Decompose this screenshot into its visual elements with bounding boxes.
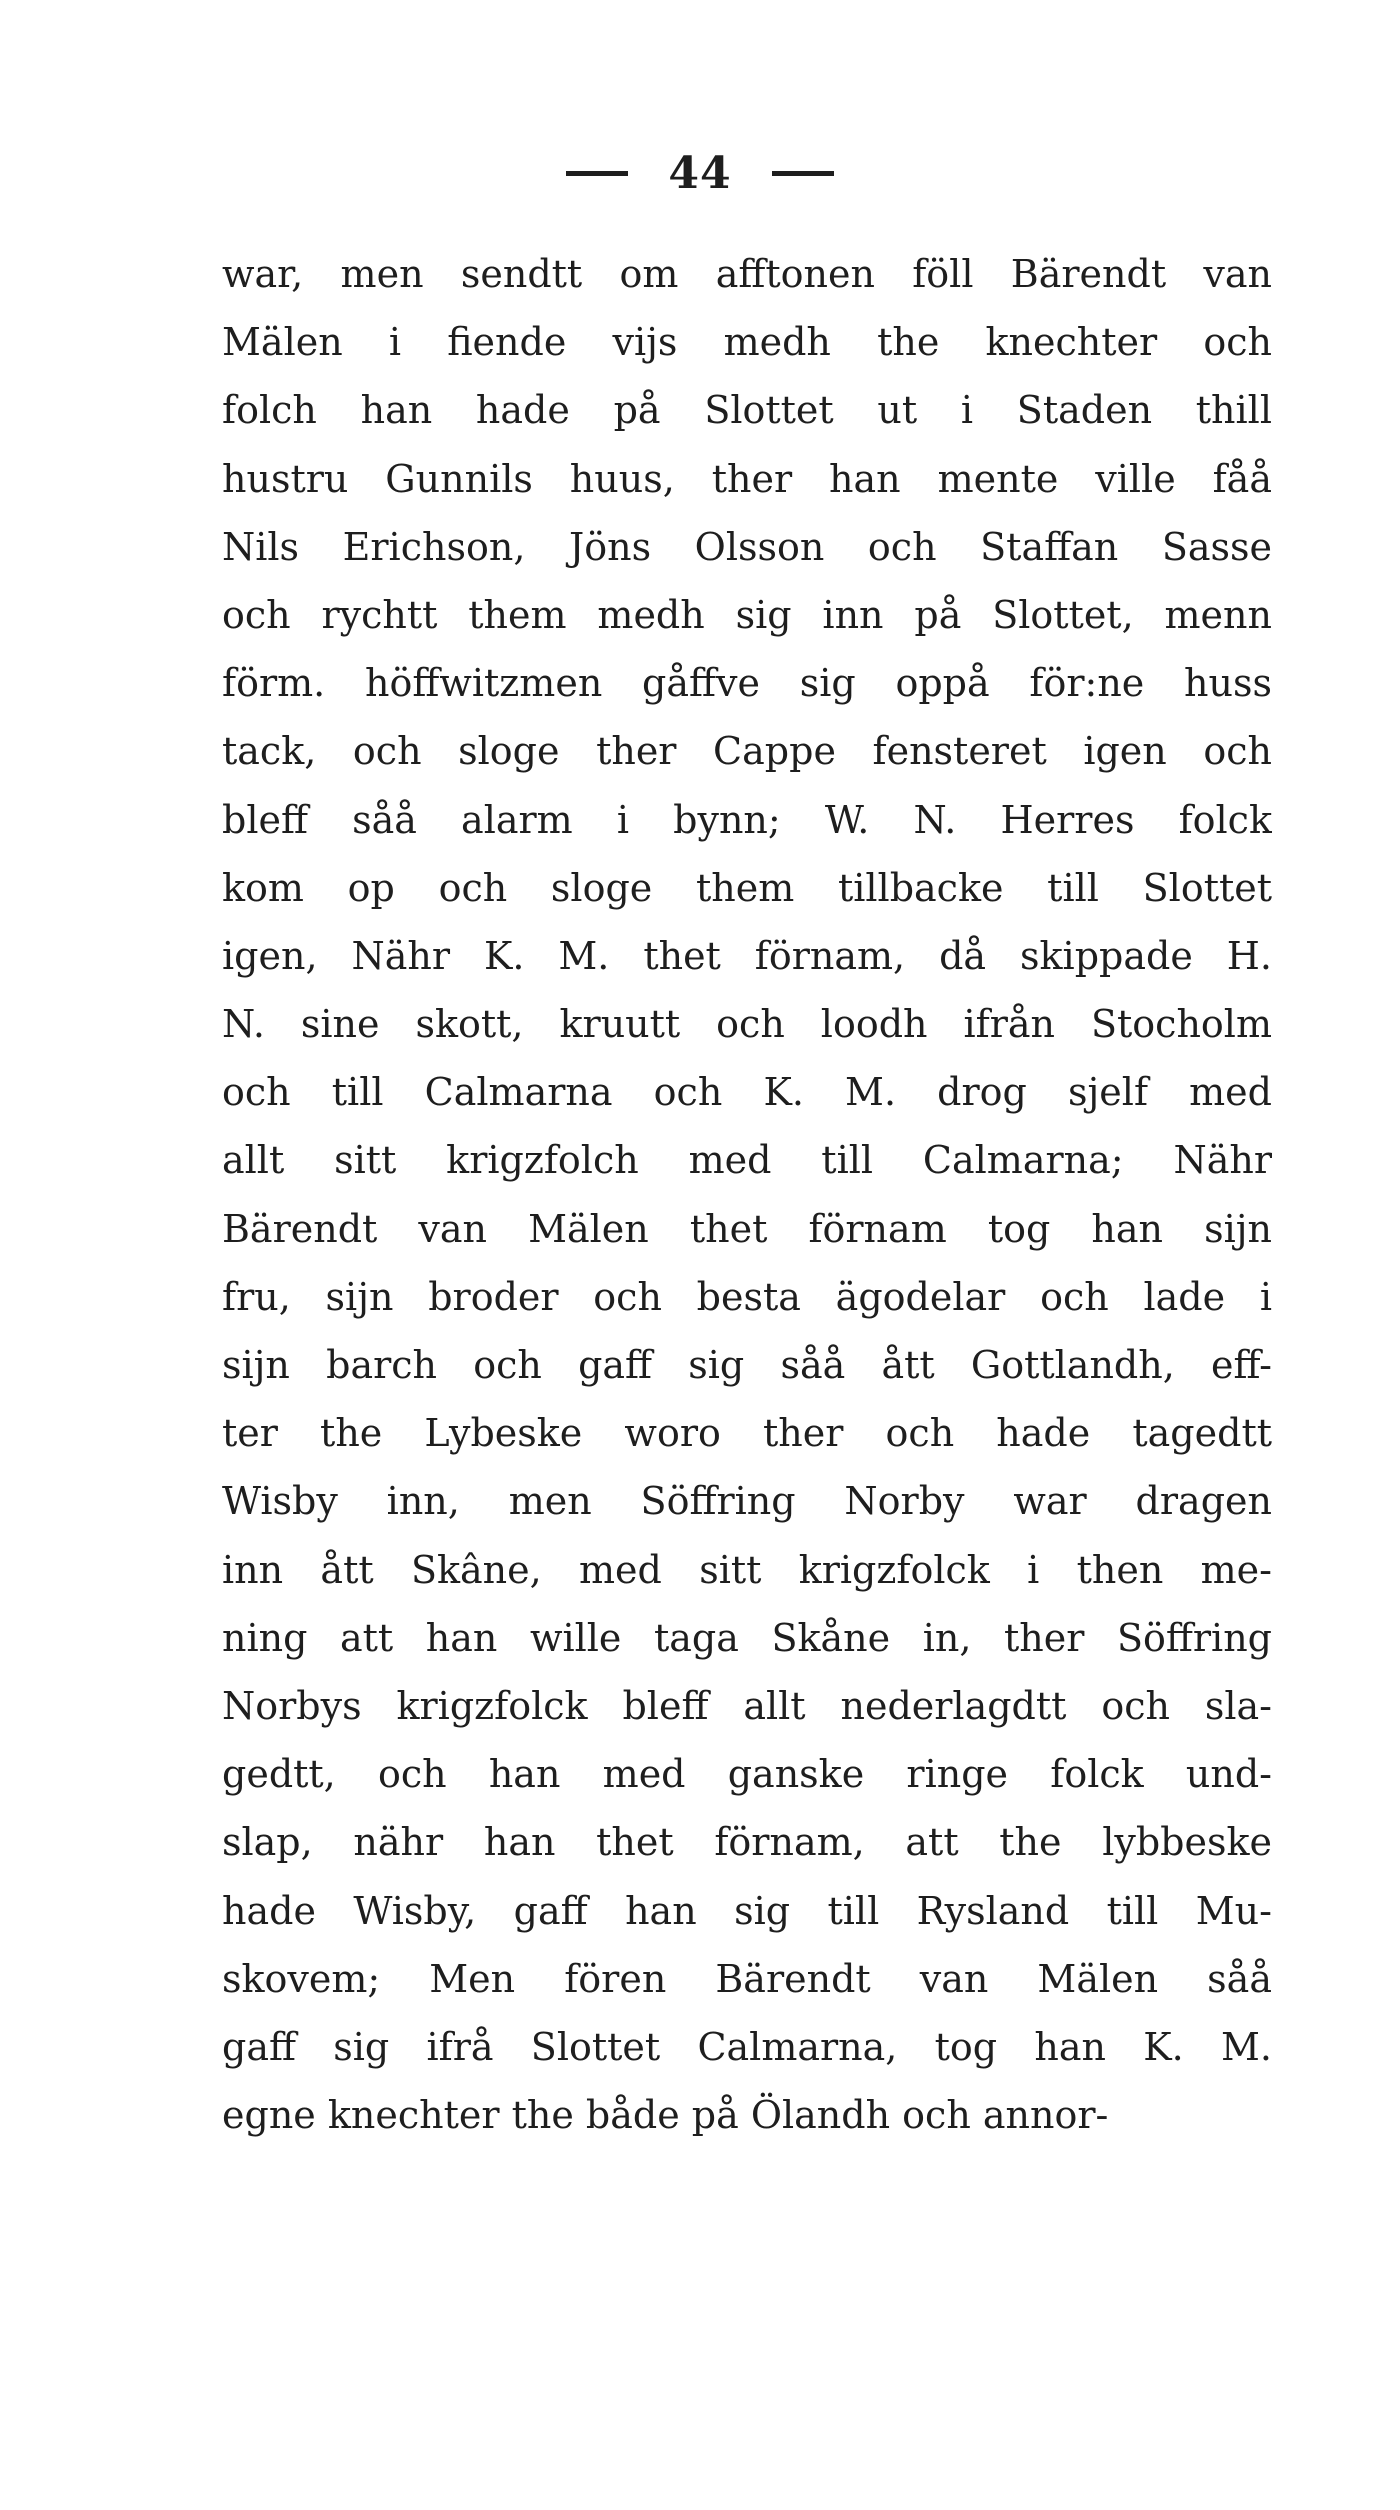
text-line: hustru Gunnils huus, ther han mente ville fåå (222, 456, 1272, 501)
header-dash-left (566, 171, 628, 176)
text-line: allt sitt krigzfolch med till Calmarna; Nähr (222, 1138, 1272, 1183)
header-dash-right (772, 171, 834, 176)
text-line: tack, och sloge ther Cappe fensteret igen och (222, 729, 1272, 774)
text-line: bleff såå alarm i bynn; W. N. Herres folck (222, 797, 1272, 842)
text-line: egne knechter the både på Ölandh och annor- (222, 2093, 1109, 2138)
text-line: sijn barch och gaff sig såå ått Gottlandh, eff- (222, 1343, 1272, 1387)
page-header (0, 138, 1400, 208)
text-line: ter the Lybeske woro ther och hade tagedtt (222, 1411, 1272, 1456)
text-line: kom op och sloge them tillbacke till Slottet (222, 865, 1272, 910)
page-number: 44 (668, 147, 732, 199)
text-line: och rychtt them medh sig inn på Slottet, menn (222, 592, 1272, 637)
text-line: inn ått Skâne, med sitt krigzfolck i then me- (222, 1547, 1272, 1592)
text-line: gaff sig ifrå Slottet Calmarna, tog han K. M. (222, 2024, 1272, 2069)
text-line: hade Wisby, gaff han sig till Rysland till Mu- (222, 1888, 1272, 1933)
text-line: slap, nähr han thet förnam, att the lybbeske (222, 1820, 1272, 1865)
text-line: folch han hade på Slottet ut i Staden thill (222, 388, 1272, 433)
text-line: Nils Erichson, Jöns Olsson och Staffan Sasse (222, 524, 1272, 569)
text-line: förm. höffwitzmen gåffve sig oppå för:ne huss (222, 661, 1272, 706)
text-line: Wisby inn, men Söffring Norby war dragen (222, 1479, 1272, 1524)
text-line: och till Calmarna och K. M. drog sjelf med (222, 1070, 1272, 1115)
body-text (222, 240, 1272, 2149)
text-line: igen, Nähr K. M. thet förnam, då skippade H. (222, 933, 1272, 978)
text-line: Bärendt van Mälen thet förnam tog han sijn (222, 1206, 1272, 1251)
text-line: N. sine skott, kruutt och loodh ifrån Stocholm (222, 1002, 1272, 1047)
text-line: ning att han wille taga Skåne in, ther Söffring (222, 1615, 1272, 1660)
text-line: war, men sendtt om afftonen föll Bärendt van (222, 252, 1272, 296)
text-line: gedtt, och han med ganske ringe folck und- (222, 1752, 1272, 1797)
text-line: fru, sijn broder och besta ägodelar och lade i (222, 1274, 1272, 1319)
text-line: Norbys krigzfolck bleff allt nederlagdtt och sla- (222, 1683, 1272, 1728)
text-line: skovem; Men fören Bärendt van Mälen såå (222, 1956, 1272, 2001)
text-line: Mälen i fiende vijs medh the knechter och (222, 320, 1272, 365)
